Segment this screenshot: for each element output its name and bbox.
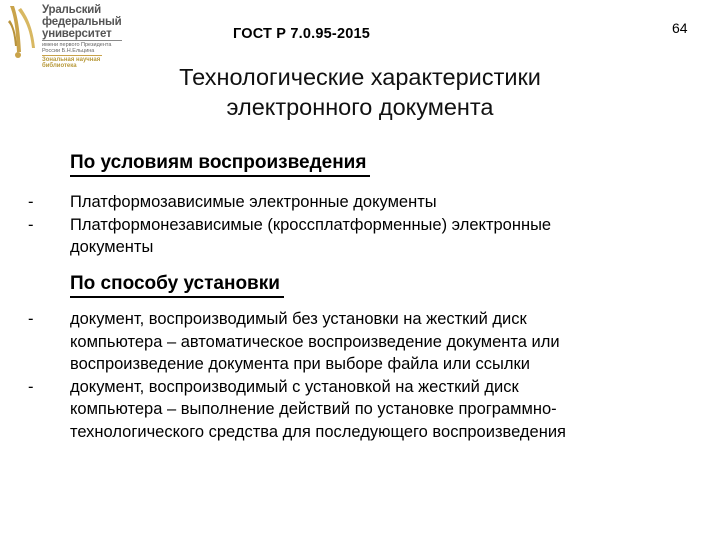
list-dash: - <box>28 193 34 211</box>
slide-title <box>100 62 620 122</box>
list-item-text: документ, воспроизводимый без установки на жесткий диск компьютера – автоматическое воспроизведение документа или воспроизведение документа при выборе файла или ссылки <box>70 310 560 373</box>
list-item <box>20 214 710 259</box>
logo-subtitle-1: имени первого Президента <box>42 42 112 48</box>
slide-title-line-1: Технологические характеристики <box>179 64 541 90</box>
list-item <box>20 191 710 214</box>
list-dash: - <box>28 377 34 396</box>
logo-divider <box>42 40 122 41</box>
list-item <box>20 376 710 444</box>
logo-divider-2 <box>42 55 102 56</box>
list-dash: - <box>28 215 34 234</box>
university-emblem-icon <box>4 2 40 60</box>
installation-list <box>20 308 710 443</box>
logo-subtitle-2: России Б.Н.Ельцина <box>42 48 95 54</box>
university-name: Уральский федеральный университет <box>42 4 122 40</box>
section-heading-playback: По условиям воспроизведения <box>70 151 370 177</box>
standard-reference: ГОСТ Р 7.0.95-2015 <box>233 26 371 42</box>
university-logo <box>4 2 124 69</box>
slide-title-line-2: электронного документа <box>226 94 494 120</box>
list-item <box>20 308 710 376</box>
page-number: 64 <box>672 20 688 36</box>
list-dash: - <box>28 310 34 328</box>
playback-list <box>20 191 710 259</box>
list-item-text: Платформонезависимые (кроссплатформенные) электронные документы <box>70 215 552 256</box>
list-item-text: Платформозависимые электронные документы <box>70 193 437 211</box>
section-heading-installation: По способу установки <box>70 272 284 298</box>
list-item-text: документ, воспроизводимый с установкой на жесткий диск компьютера – выполнение действий по установке программно- технологического средства для последующего воспроизведения <box>70 377 566 441</box>
library-name-2: библиотека <box>42 63 77 69</box>
library-name-1: Зональная научная <box>42 57 101 63</box>
